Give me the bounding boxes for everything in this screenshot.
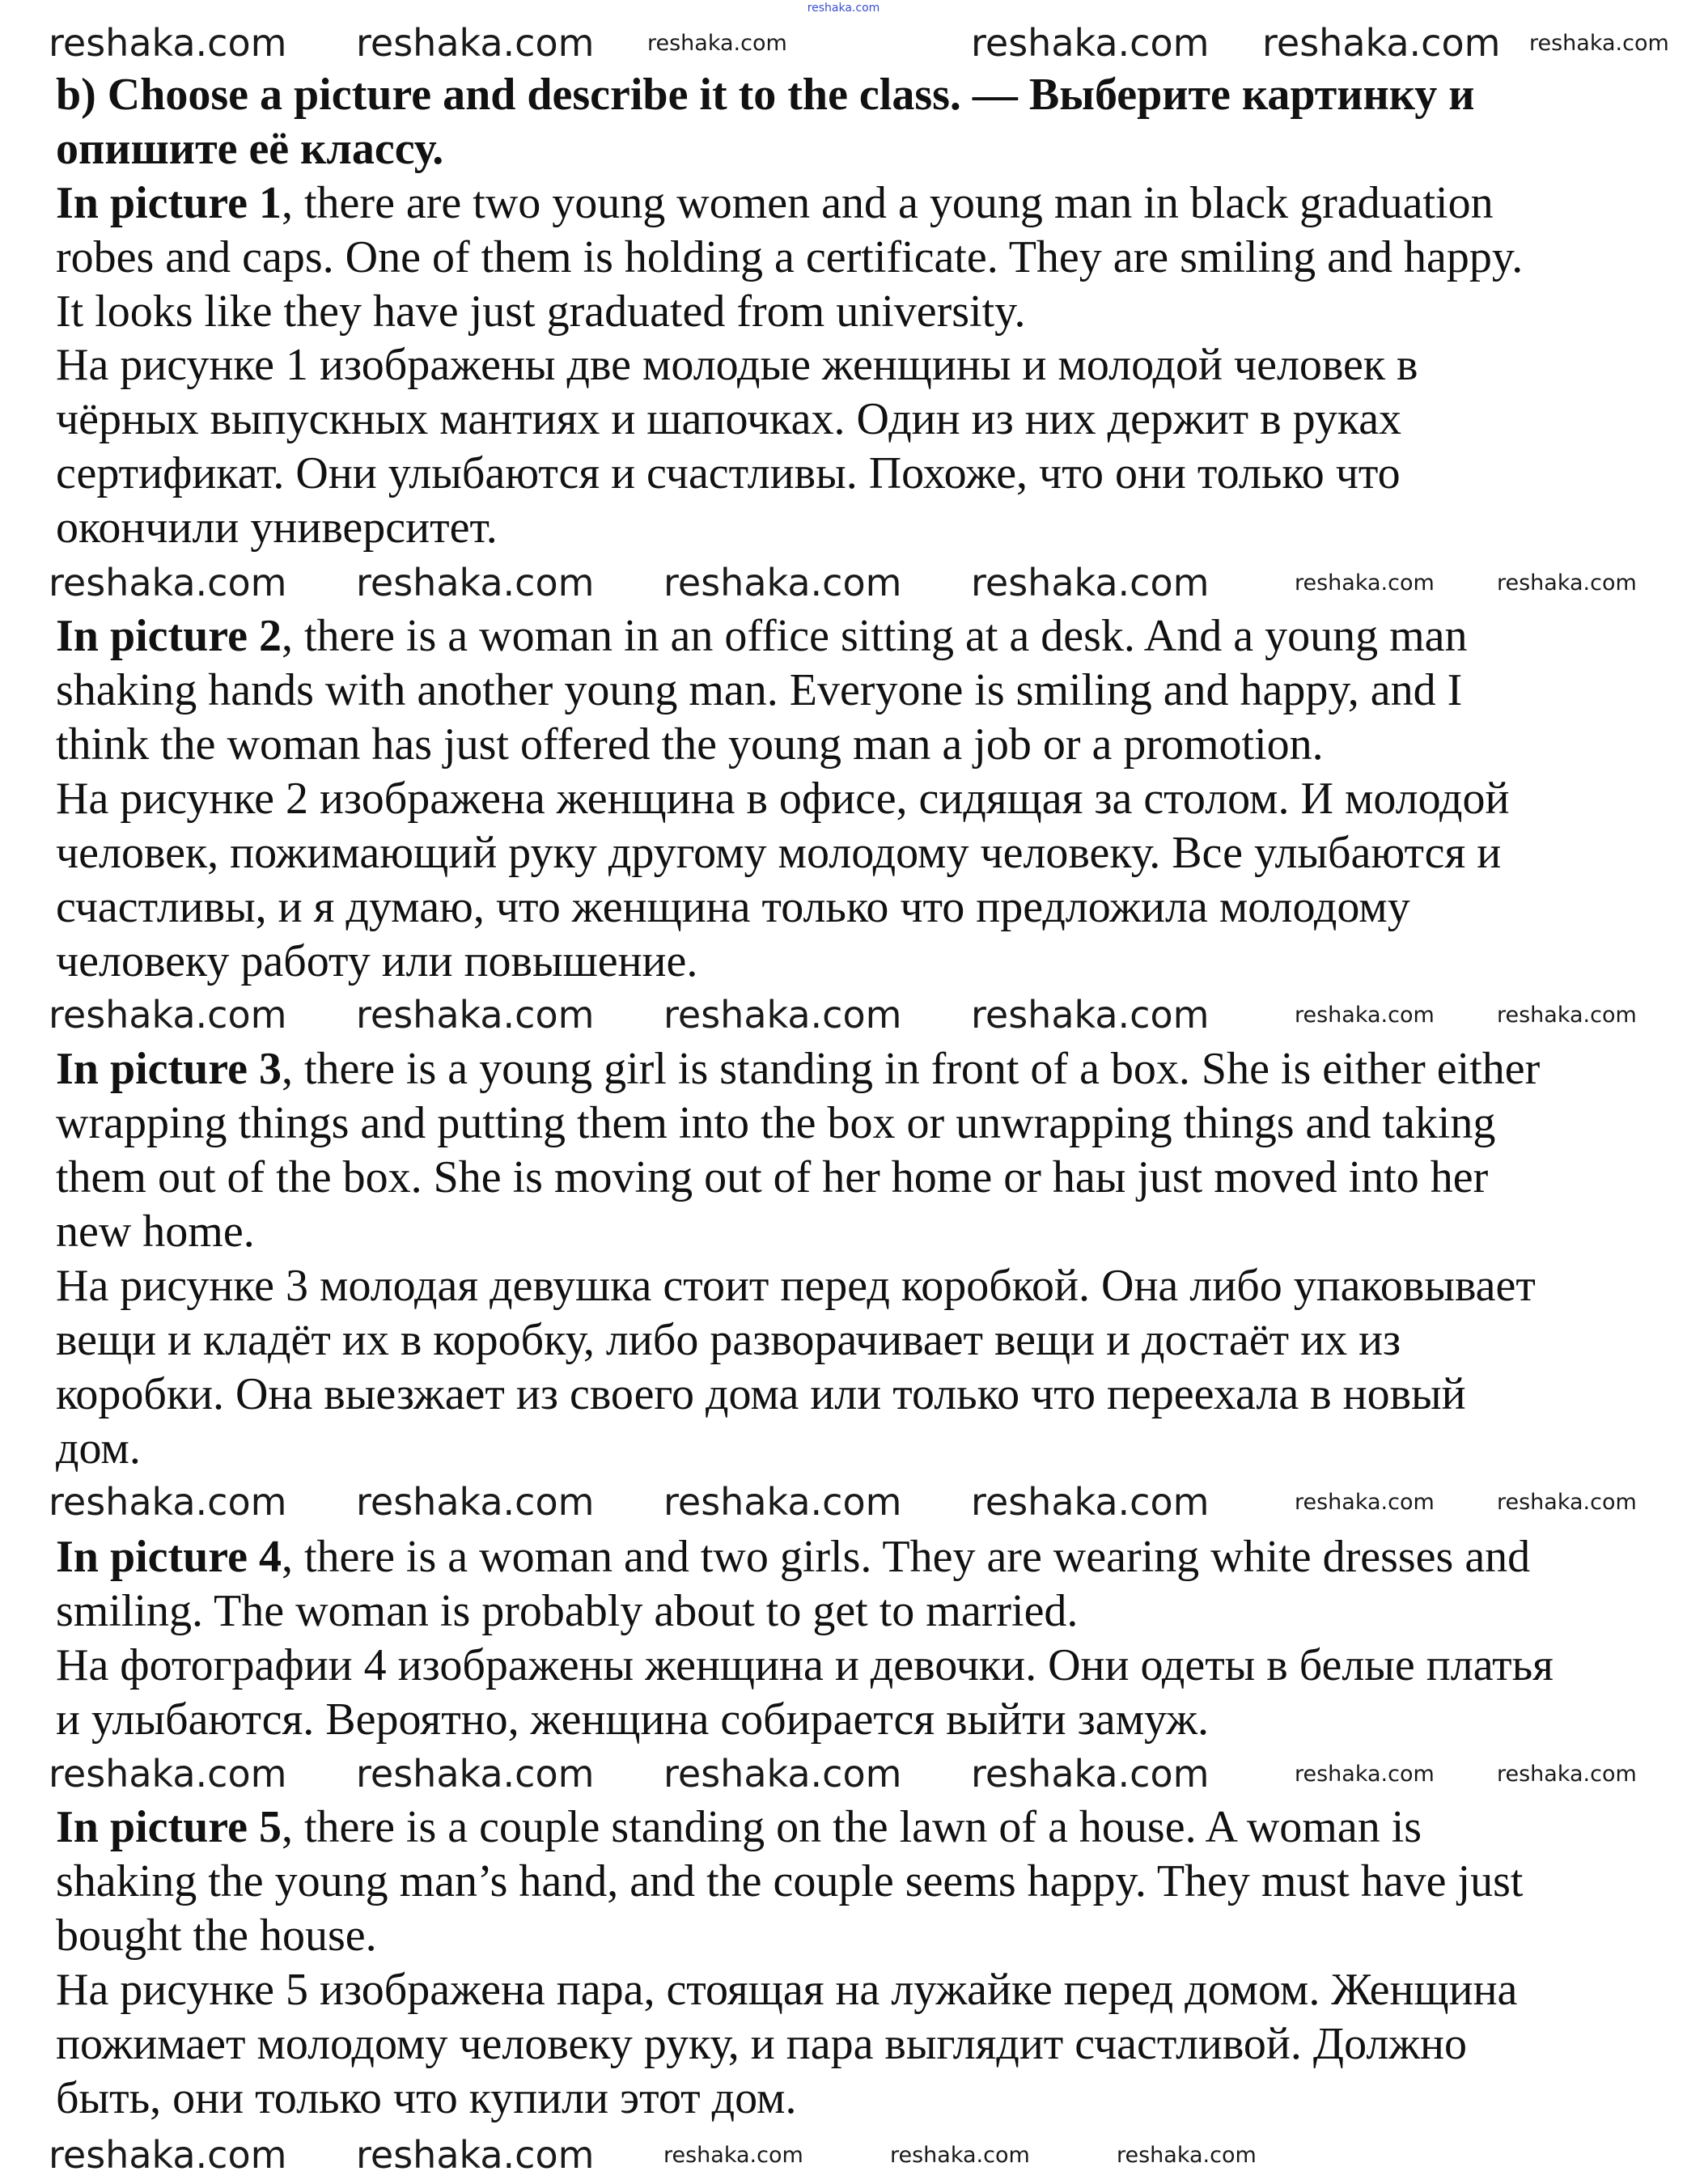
watermark: reshaka.com <box>49 1752 287 1796</box>
watermark: reshaka.com <box>49 2133 287 2177</box>
text-line: человеку работу или повышение. <box>56 936 698 986</box>
text-line: На фотографии 4 изображены женщина и девочки. Они одеты в белые платья <box>56 1640 1553 1690</box>
watermark: reshaka.com <box>971 21 1210 65</box>
watermark: reshaka.com <box>1295 1762 1435 1787</box>
text-line: bought the house. <box>56 1910 377 1961</box>
watermark: reshaka.com <box>1117 2143 1257 2168</box>
text-line: дом. <box>56 1423 141 1474</box>
watermark: reshaka.com <box>1497 570 1637 596</box>
watermark: reshaka.com <box>356 1480 595 1524</box>
text-line: быть, они только что купили этот дом. <box>56 2073 797 2123</box>
heading-line: b) Choose a picture and describe it to the class. — Выберите картинку и <box>56 70 1475 120</box>
watermark: reshaka.com <box>356 993 595 1037</box>
heading-line: опишите её классу. <box>56 124 444 174</box>
watermark: reshaka.com <box>971 561 1210 604</box>
watermark: reshaka.com <box>49 561 287 604</box>
text-line: счастливы, и я думаю, что женщина только что предложила молодому <box>56 882 1410 932</box>
text-line: them out of the box. She is moving out of her home or haы just moved into her <box>56 1152 1489 1202</box>
text-line: , there is a young girl is standing in front of a box. She is either either <box>282 1044 1541 1094</box>
watermark: reshaka.com <box>663 1752 902 1796</box>
exercise-heading <box>56 68 1475 176</box>
text-line: вещи и кладёт их в коробку, либо разворачивает вещи и достаёт их из <box>56 1315 1401 1365</box>
text-line: shaking hands with another young man. Everyone is smiling and happy, and I <box>56 665 1463 715</box>
text-line: На рисунке 3 молодая девушка стоит перед коробкой. Она либо упаковывает <box>56 1261 1536 1311</box>
picture-5-russian <box>56 1963 1517 2126</box>
text-line: shaking the young man’s hand, and the couple seems happy. They must have just <box>56 1856 1524 1906</box>
watermark: reshaka.com <box>663 2143 803 2168</box>
watermark: reshaka.com <box>1497 1490 1637 1515</box>
picture-lead: In picture 4 <box>56 1532 282 1582</box>
text-line: robes and caps. One of them is holding a certificate. They are smiling and happy. <box>56 232 1524 282</box>
picture-3-english <box>56 1042 1540 1259</box>
watermark: reshaka.com <box>356 2133 595 2177</box>
watermark: reshaka.com <box>356 561 595 604</box>
top-link[interactable]: reshaka.com <box>807 2 880 15</box>
text-line: На рисунке 1 изображены две молодые женщины и молодой человек в <box>56 340 1418 390</box>
text-line: , there are two young women and a young man in black graduation <box>282 178 1494 228</box>
watermark: reshaka.com <box>1497 1003 1637 1028</box>
watermark: reshaka.com <box>1497 1762 1637 1787</box>
watermark: reshaka.com <box>1295 1003 1435 1028</box>
text-line: коробки. Она выезжает из своего дома или только что переехала в новый <box>56 1369 1466 1419</box>
text-line: и улыбаются. Вероятно, женщина собирается выйти замуж. <box>56 1694 1209 1745</box>
text-line: It looks like they have just graduated from university. <box>56 286 1026 337</box>
text-line: new home. <box>56 1207 255 1257</box>
watermark: reshaka.com <box>971 993 1210 1037</box>
text-line: сертификат. Они улыбаются и счастливы. Похоже, что они только что <box>56 448 1401 498</box>
picture-lead: In picture 3 <box>56 1044 282 1094</box>
text-line: smiling. The woman is probably about to get to married. <box>56 1586 1079 1636</box>
watermark: reshaka.com <box>356 21 595 65</box>
watermark: reshaka.com <box>647 31 787 56</box>
text-line: окончили университет. <box>56 503 498 553</box>
watermark: reshaka.com <box>1262 21 1501 65</box>
watermark: reshaka.com <box>1295 570 1435 596</box>
picture-lead: In picture 5 <box>56 1802 282 1852</box>
watermark: reshaka.com <box>971 1752 1210 1796</box>
watermark: reshaka.com <box>356 1752 595 1796</box>
text-line: человек, пожимающий руку другому молодому человеку. Все улыбаются и <box>56 828 1502 878</box>
watermark: reshaka.com <box>971 1480 1210 1524</box>
watermark: reshaka.com <box>1295 1490 1435 1515</box>
picture-1-russian <box>56 338 1418 555</box>
picture-2-russian <box>56 772 1509 989</box>
picture-4-english <box>56 1530 1530 1639</box>
text-line: чёрных выпускных мантиях и шапочках. Один из них держит в руках <box>56 394 1402 444</box>
picture-2-english <box>56 609 1468 772</box>
watermark: reshaka.com <box>1529 31 1669 56</box>
picture-lead: In picture 1 <box>56 178 282 228</box>
text-line: На рисунке 2 изображена женщина в офисе, сидящая за столом. И молодой <box>56 774 1510 824</box>
text-line: , there is a woman in an office sitting at a desk. And a young man <box>282 611 1468 661</box>
watermark: reshaka.com <box>663 561 902 604</box>
picture-5-english <box>56 1800 1523 1963</box>
picture-lead: In picture 2 <box>56 611 282 661</box>
text-line: , there is a couple standing on the lawn of a house. A woman is <box>282 1802 1422 1852</box>
watermark: reshaka.com <box>663 1480 902 1524</box>
watermark: reshaka.com <box>49 1480 287 1524</box>
picture-4-russian <box>56 1639 1553 1747</box>
watermark: reshaka.com <box>890 2143 1030 2168</box>
text-line: пожимает молодому человеку руку, и пара выглядит счастливой. Должно <box>56 2019 1467 2069</box>
text-line: think the woman has just offered the young man a job or a promotion. <box>56 719 1324 770</box>
picture-3-russian <box>56 1259 1536 1476</box>
text-line: , there is a woman and two girls. They are wearing white dresses and <box>282 1532 1531 1582</box>
watermark: reshaka.com <box>49 21 287 65</box>
picture-1-english <box>56 176 1523 339</box>
text-line: wrapping things and putting them into the box or unwrapping things and taking <box>56 1098 1496 1148</box>
text-line: На рисунке 5 изображена пара, стоящая на лужайке перед домом. Женщина <box>56 1965 1518 2015</box>
watermark: reshaka.com <box>663 993 902 1037</box>
watermark: reshaka.com <box>49 993 287 1037</box>
